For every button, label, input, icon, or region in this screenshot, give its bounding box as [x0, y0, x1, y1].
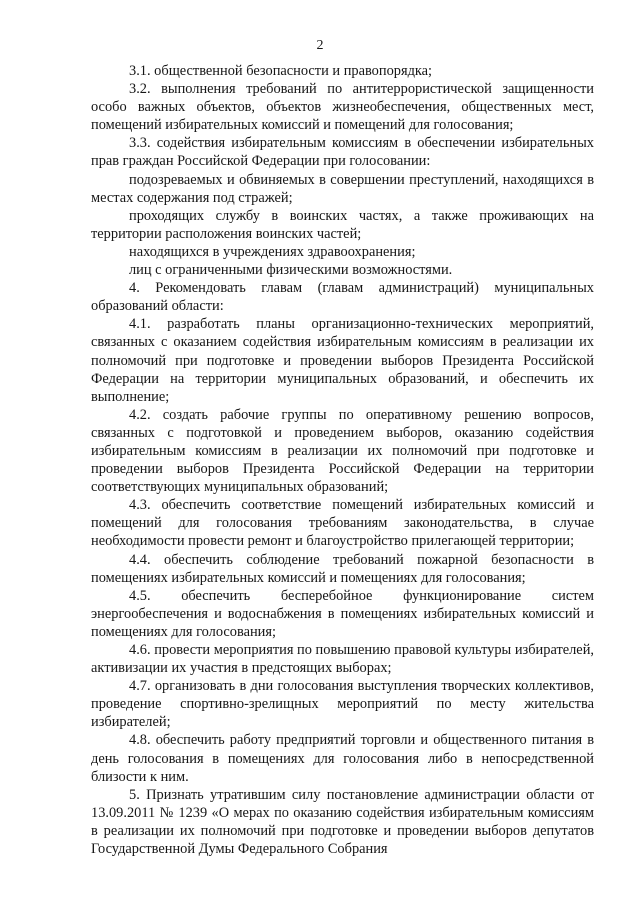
- paragraph-3-3-suspects: подозреваемых и обвиняемых в совершении преступлений, находящихся в местах содержания под стражей;: [91, 171, 594, 206]
- paragraph-3-3-healthcare: находящихся в учреждениях здравоохранения;: [129, 243, 416, 260]
- paragraph-4-6: 4.6. провести мероприятия по повышению правовой культуры избирателей, активизации их участия в предстоящих выборах;: [91, 642, 594, 677]
- paragraph-4-7: 4.7. организовать в дни голосования выступления творческих коллективов, проведение спортивно-зрелищных мероприятий по месту жительства избирателей;: [91, 678, 594, 731]
- paragraph-4-3: 4.3. обеспечить соответствие помещений избирательных комиссий и помещений для голосования требованиям законодательства, в случае необходимости провести ремонт и благоустройство прилегающей территории;: [91, 497, 594, 550]
- page-number: 2: [316, 38, 324, 53]
- paragraph-3-3: 3.3. содействия избирательным комиссиям в обеспечении избирательных прав граждан Российской Федерации при голосовании:: [91, 135, 594, 170]
- paragraph-3-3-disabled: лиц с ограниченными физическими возможностями.: [129, 262, 453, 279]
- paragraph-3-3-military: проходящих службу в воинских частях, а также проживающих на территории расположения воинских частей;: [91, 207, 594, 242]
- paragraph-4-5: 4.5. обеспечить бесперебойное функционирование систем энергообеспечения и водоснабжения в помещениях избирательных комиссий и помещениях для голосования;: [91, 587, 594, 640]
- paragraph-4-8: 4.8. обеспечить работу предприятий торговли и общественного питания в день голосования в помещениях для голосования либо в непосредственной близости к ним.: [91, 732, 594, 785]
- paragraph-4: 4. Рекомендовать главам (главам администраций) муниципальных образований области:: [91, 280, 594, 315]
- document-body: [91, 62, 594, 858]
- paragraph-4-2: 4.2. создать рабочие группы по оперативному решению вопросов, связанных с подготовкой и проведением выборов, оказанию содействия избирательным комиссиям в реализации их полномочий при подготовке и проведении выборов Президента Российской Федерации на территории соответствующих муниципальных образований;: [91, 406, 594, 496]
- paragraph-4-1: 4.1. разработать планы организационно-технических мероприятий, связанных с оказанием содействия избирательным комиссиям в реализации их полномочий при подготовке и проведении выборов Президента Российской Федерации на территории муниципальных образований, и обеспечить их выполнение;: [91, 316, 594, 405]
- paragraph-3-1: 3.1. общественной безопасности и правопорядка;: [129, 63, 433, 79]
- paragraph-5: 5. Признать утратившим силу постановление администрации области от 13.09.2011 № 1239 «О мерах по оказанию содействия избирательным комиссиям в реализации их полномочий при подготовке и проведении выборов депутатов Государственной Думы Федерального Собрания: [91, 786, 594, 858]
- paragraph-3-2: 3.2. выполнения требований по антитеррористической защищенности особо важных объектов, объектов жизнеобеспечения, общественных мест, помещений избирательных комиссий и помещений для голосования;: [91, 81, 594, 134]
- paragraph-4-4: 4.4. обеспечить соблюдение требований пожарной безопасности в помещениях избирательных комиссий и помещениях для голосования;: [91, 551, 594, 586]
